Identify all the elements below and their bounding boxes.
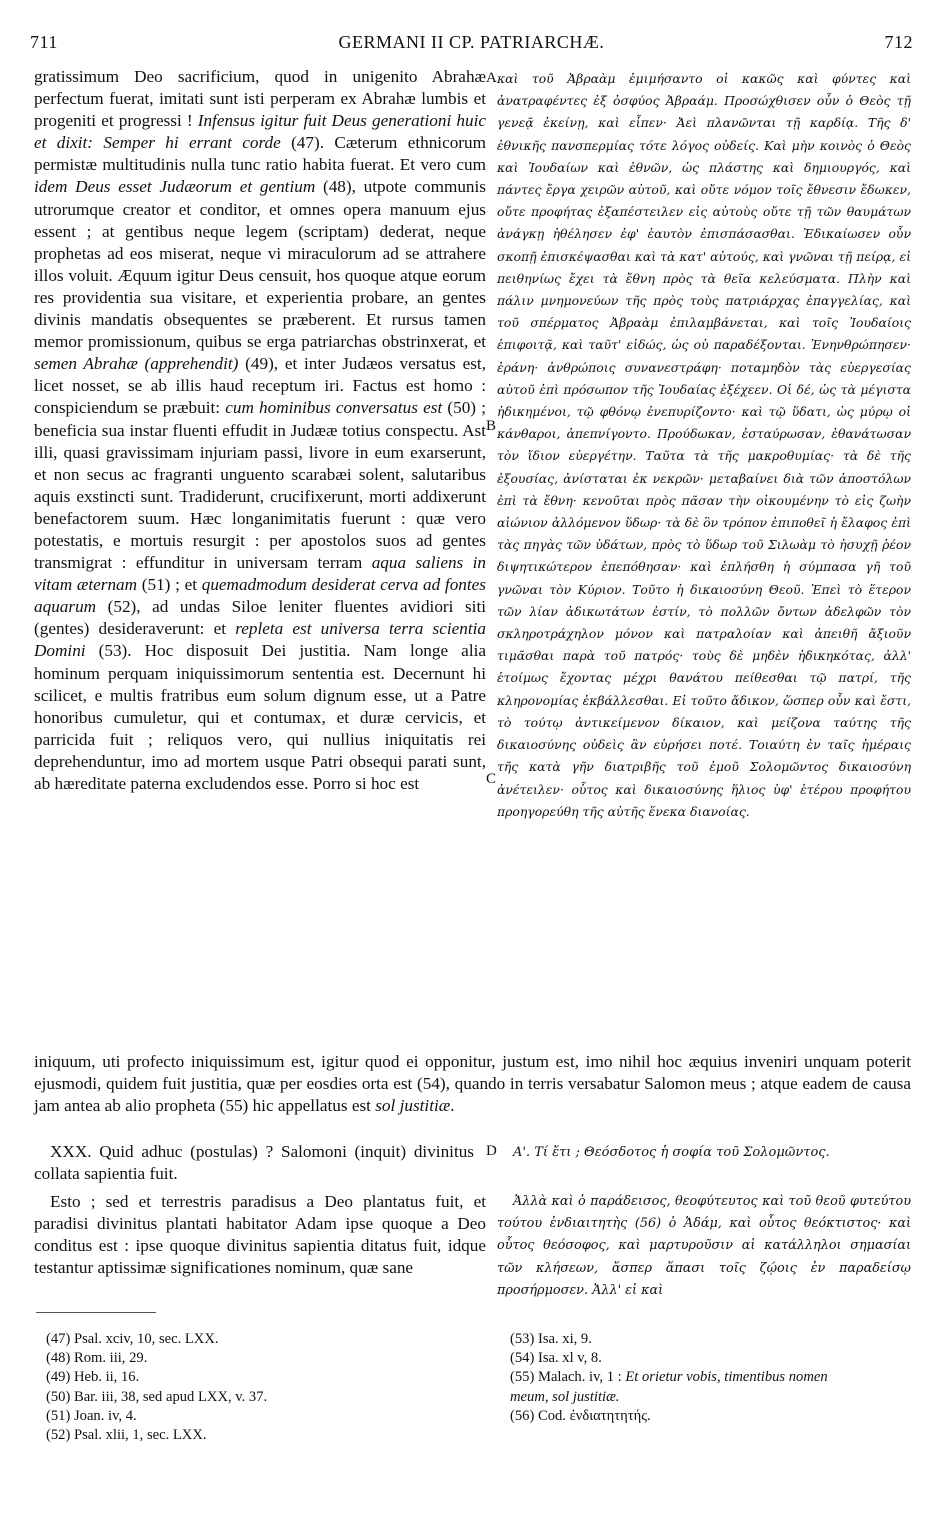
section-xxx-greek-question: Α'. Τί ἔτι ; Θεόσδοτος ἡ σοφία τοῦ Σολομῶντος. [513,1145,830,1160]
footnote-rule [36,1312,156,1313]
full-width-paragraph: iniquum, uti profecto iniquissimum est, igitur quod ei opponitur, justum est, imo nihil hoc æquius inveniri unquam poterit ejusmodi, quidem fuit justitia, quæ per eosdies orta est (54), quando in terris versabatur Salomon meus ; atque eadem de causa jam antea ab alio propheta (55) hic appellatus est sol justitiæ. [34,1052,911,1116]
footnote: (52) Psal. xlii, 1, sec. LXX. [46,1427,207,1444]
margin-letter-c: C [486,771,497,787]
footnote: (48) Rom. iii, 29. [46,1350,148,1367]
footnotes-right [510,1330,910,1426]
margin-letter-d: D [486,1143,497,1159]
running-header [30,32,913,58]
footnotes-left [46,1330,267,1445]
footnote: (49) Heb. ii, 16. [46,1369,140,1386]
footnote: (47) Psal. xciv, 10, sec. LXX. [46,1331,219,1347]
footnote: (51) Joan. iv, 4. [46,1407,137,1424]
section-xxx-latin-answer: Esto ; sed et terrestris paradisus a Deo plantatus fuit, et paradisi divinitus plantati habitator Adam ipse quoque a Deo conditus est : ipse quoque divinitus sapientia ditatus fuit, idque testantur aptissimæ significationes nominum, quæ sane [34,1192,486,1278]
footnote: (54) Isa. xl v, 8. [510,1350,602,1367]
margin-letter-a: A [486,70,497,86]
right-page-number: 712 [884,32,913,52]
latin-paragraph: gratissimum Deo sacrificium, quod in unigenito Abrahæ perfectum fuerat, imitati sunt isti perperam ex Abrahæ lumbis et progeniti et progressi ! Infensus igitur fuit Deus generationi huic et dixit: Semper hi errant corde (47). Cæterum ethnicorum permistæ multitudinis nulla tunc ratio habita fuerat. Et vero cum idem Deus esset Judæorum et gentium (48), utpote communis utrorumque creator et conditor, et omnes opera manuum ejus essent ; at gentibus neque legem (scriptam) dederat, neque prophetas ad eos miserat, neque vi miraculorum ad se attrahere illos voluit. Æquum igitur Deus censuit, hos quoque atque eorum res providentia sua visitare, et experientia probare, an gentes divinis mandatis obsequentes se præberent. Et rursus tamen memor promissionum, quibus se erga patriarchas obstrinxerat, et semen Abrahæ (apprehendit) (49), et inter Judæos versatus est, licet nosset, se ab illis haud receptum iri. Factus est homo : conspiciendum se præbuit: cum hominibus conversatus est (50) ; beneficia sua instar fluenti effudit in Judææ totius conspectu. Ast illi, quasi gravissimam injuriam passi, livore in eum exarserunt, et non secus ac fragranti unguento scarabæi solent, salutaribus aquis exstincti sunt. Tradiderunt, crucifixerunt, morti addixerunt benefactorem suum. Hæc longanimitatis fuerunt : quæ vero potestatis, e mortuis resurgit : per apostolos suos ad gentes transmigrat : effunditur in universam terram aqua saliens in vitam æternam (51) ; et quemadmodum desiderat cerva ad fontes aquarum (52), ad undas Siloe leniter fluentes avidiori siti (gentes) desideraverunt: et repleta est universa terra scientia Domini (53). Hoc disposuit Dei justitia. Nam longe alia hominum perquam iniquissimorum sententia est. Decernunt hi scilicet, e multis fratribus eum solum dignum esse, ut a Patre honoribus cumuletur, qui et contumax, et duræ cervicis, et parricida fuit ; reliquos vero, qui nullius iniquitatis rei deprehenduntur, imo ad mortem usque Patri obsequi parati sunt, ab hæreditate paterna excludendos esse. Porro si hoc est [34,67,486,793]
section-xxx-greek-answer: Ἀλλὰ καὶ ὁ παράδεισος, θεοφύτευτος καὶ τοῦ θεοῦ φυτεύτου τούτου ἐνδιαιτητὴς (56) ὁ Ἀδάμ, καὶ οὗτος θεόκτιστος· καὶ οὗτος θεόσοφος, καὶ μαρτυροῦσιν αἱ κατάλληλοι σημασίαι τῶν κλήσεων, ἅσπερ ἅπασι τοῖς ζῴοις ἐν παραδείσῳ προσήρμοσεν. Ἀλλ' εἰ καὶ [497,1194,911,1298]
footnote: (56) Cod. ἐνδιατητητής. [510,1407,651,1424]
running-title: GERMANI II CP. PATRIARCHÆ. [338,32,605,52]
greek-paragraph: καὶ τοῦ Ἀβραὰμ ἐμιμήσαντο οἱ κακῶς καὶ φύντες καὶ ἀνατραφέντες ἐξ ὀσφύος Ἀβραάμ. Προσώχθισεν οὖν ὁ Θεὸς τῇ γενεᾷ ἐκείνῃ, καὶ εἶπεν· Ἀεὶ πλανῶνται τῇ καρδίᾳ. Τῆς δ' ἐθνικῆς πανσπερμίας τότε λόγος οὐδείς. Καὶ μὴν κοινὸς ὁ Θεὸς καὶ Ἰουδαίων καὶ ἐθνῶν, ὡς πλάστης καὶ δημιουργός, καὶ πάντες ἔργα χειρῶν αὐτοῦ, καὶ οὔτε νόμον τοῖς ἔθνεσιν ἔδωκεν, οὔτε προφήτας ἐξαπέστειλεν εἰς αὐτοὺς οὔτε τῇ τῶν θαυμάτων ἀνάγκῃ ἠθέλησεν ἐφ' ἑαυτὸν ἐπισπάσασθαι. Ἐδικαίωσεν οὖν σκοπῇ ἐπισκέψασθαι καὶ τὰ κατ' αὐτούς, καὶ γνῶναι τῇ πείρᾳ, εἰ πειθηνίως ἔχει τὰ ἔθνη πρὸς τὰ θεῖα κελεύσματα. Πλὴν καὶ πάλιν μνημονεύων τῆς πρὸς τοὺς πατριάρχας ἐπαγγελίας, καὶ τοῦ σπέρματος Ἀβραὰμ ἐπιλαμβάνεται, καὶ τοῖς Ἰουδαίοις ἐπιφοιτᾷ, καὶ ταῦτ' εἰδώς, ὡς οὐ παραδέξονται. Ἐνηνθρώπησεν· ἐράνη· ἀνθρώποις συνανεστράφη· ποταμηδὸν τὰς εὐεργεσίας αὐτοῦ ἐπὶ πρόσωπον τῆς Ἰουδαίας ἐξέχεεν. Οἱ δέ, ὡς τὰ μέγιστα ἠδικημένοι, τῷ φθόνῳ ἐνεπυρίζοντο· καὶ τῷ ὕδατι, ὡς μύρῳ οἱ κάνθαροι, ἀπεπνίγοντο. Προύδωκαν, ἐσταύρωσαν, ἐθανάτωσαν τὸν ἴδιον εὐεργέτην. Ταῦτα τὰ τῆς μακροθυμίας· τὰ δὲ τῆς ἐξουσίας, ἀνίσταται ἐκ νεκρῶν· μεταβαίνει διὰ τῶν ἀποστόλων ἐπὶ τὰ ἔθνη· κενοῦται πρὸς πᾶσαν τὴν οἰκουμένην τὸ εἰς ζωὴν αἰώνιον ἁλλόμενον ὕδωρ· τὰ δὲ ὃν τρόπον ἐπιποθεῖ ἡ ἔλαφος ἐπὶ τὰς πηγὰς τῶν ὑδάτων, πρὸς τὸ ὕδωρ τοῦ Σιλωὰμ τὸ ἡσυχῇ ῥέον διψητικώτερον ἐπεπόθησαν· καὶ ἐπλήσθη ἡ σύμπασα γῆ τοῦ γνῶναι τὸν Κύριον. Τοῦτο ἡ δικαιοσύνη Θεοῦ. Ἐπεὶ τὸ ἕτερον τῶν λίαν ἀδικωτάτων ἐστίν, τὸ πολλῶν ὄντων ἀδελφῶν τὸν σκληροτράχηλον μόνον καὶ πατραλοίαν καὶ ἀπειθῆ ἄξιοῦν τιμᾶσθαι παρὰ τοῦ πατρός· τοὺς δὲ μηδὲν ἠδικηκότας, ἀλλ' ἑτοίμως ἔχοντας μέχρι θανάτου πείθεσθαι τῷ πατρί, τῆς κληρονομίας ἐκβάλλεσθαι. Εἰ τοῦτο ἄδικον, ὥσπερ οὖν καὶ ἔστι, τὸ τούτῳ ἀντικείμενον δίκαιον, καὶ μείζονα ταύτης τῆς δικαιοσύνης οὐδεὶς ἂν εὑρήσει ποτέ. Τοιαύτη ἐν ταῖς ἡμέραις τῆς κατὰ γῆν διατριβῆς τοῦ ἐμοῦ Σολομῶντος δικαιοσύνη ἀνέτειλεν· οὗτος καὶ δικαιοσύνης ἥλιος ὑφ' ἑτέρου προφήτου προηγορεύθη τῆς αὐτῆς ἕνεκα διανοίας. [497,71,911,819]
footnote: (53) Isa. xi, 9. [510,1331,592,1347]
margin-letter-b: B [486,418,497,434]
left-page-number: 711 [30,32,58,52]
footnote: (50) Bar. iii, 38, sed apud LXX, v. 37. [46,1388,268,1405]
footnote: (55) Malach. iv, 1 : Et orietur vobis, timentibus nomen meum, sol justitiæ. [510,1369,828,1405]
section-xxx-latin-question: XXX. Quid adhuc (postulas) ? Salomoni (inquit) divinitus collata sapientia fuit. [34,1142,474,1184]
latin-column [34,66,486,795]
greek-column [497,68,911,823]
